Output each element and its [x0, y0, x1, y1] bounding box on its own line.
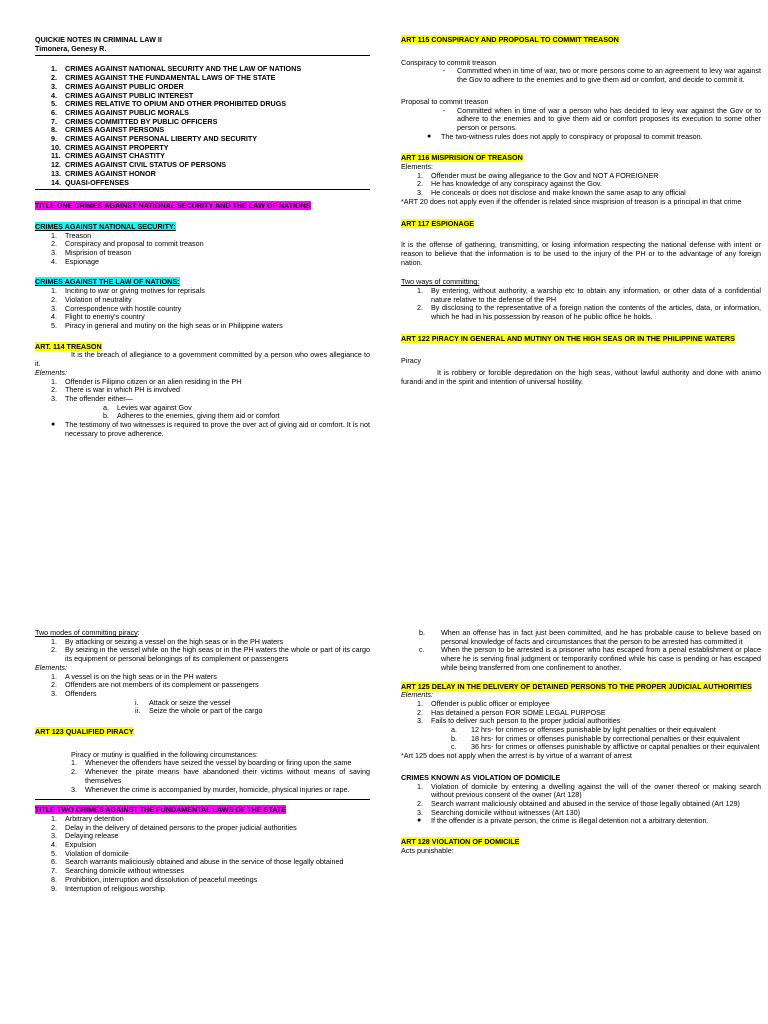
list-item: 2. He has knowledge of any conspiracy against the Gov.	[417, 179, 602, 189]
list-item: 3. The offender either—	[51, 393, 133, 403]
list-item: 3. Correspondence with hostile country	[51, 303, 182, 313]
list-item: 7. CRIMES COMMITTED BY PUBLIC OFFICERS	[51, 116, 218, 126]
domicile-heading: CRIMES KNOWN AS VIOLATION OF DOMICILE	[401, 772, 561, 782]
list-item: 1. Violation of domicile by entering a dwelling against the will of the owner thereof or making search without previous consent of the owner (Art 128)	[417, 781, 761, 800]
list-item: b. Adheres to the enemies, giving them aid or comfort	[103, 411, 280, 421]
list-item: 5. CRIMES RELATIVE TO OPIUM AND OTHER PROHIBITED DRUGS	[51, 99, 287, 109]
art123-heading: ART 123 QUALIFIED PIRACY	[35, 727, 134, 737]
list-item: 1. Offender is public officer or employee	[417, 698, 550, 708]
list-item: 1. By entering, without authority, a warship etc to obtain any information, or other data of a confidential nature relative to the defense of the PH	[417, 286, 761, 304]
list-item: ● If the offender is a private person, the crime is illegal detention not a arbitrary detention.	[417, 816, 709, 826]
list-item: 7. Searching domicile without witnesses	[51, 866, 185, 876]
page2-right-column	[401, 629, 761, 855]
page2-left-column	[35, 629, 370, 893]
list-item: 8. Prohibition, interruption and dissolution of peaceful meetings	[51, 874, 258, 884]
list-item: 2. CRIMES AGAINST THE FUNDAMENTAL LAWS OF THE STATE	[51, 73, 276, 83]
list-item: ● The testimony of two witnesses is required to prove the over act of giving aid or comfort. It is not necessary to prove adherence.	[51, 420, 370, 438]
toc-list	[35, 65, 370, 187]
art117-heading: ART 117 ESPIONAGE	[401, 218, 475, 228]
art114-elements-label: Elements:	[35, 367, 67, 377]
list-item: 2. Has detained a person FOR SOME LEGAL PURPOSE	[417, 707, 606, 717]
list-item: 13. CRIMES AGAINST HONOR	[51, 168, 156, 178]
piracy-definition: It is robbery or forcible depredation on the high seas, without lawful authority and done with animo furandi and in the spirit and intention of universal hostility.	[401, 368, 761, 386]
header-divider	[35, 55, 370, 56]
list-item: 4. Flight to enemy's country	[51, 312, 145, 322]
list-item: 12. CRIMES AGAINST CIVIL STATUS OF PERSONS	[51, 160, 227, 170]
list-item: 6. CRIMES AGAINST PUBLIC MORALS	[51, 107, 189, 117]
list-item: b. When an offense has in fact just been committed, and he has probable cause to believe based on personal knowledge of facts and circumstances that the person to be arrested has committed it	[419, 628, 761, 646]
list-item: 2. Whenever the pirate means have abandoned their victims without means of saving themselves	[71, 767, 370, 785]
list-item: 1. CRIMES AGAINST NATIONAL SECURITY AND THE LAW OF NATIONS	[51, 64, 302, 74]
proposal-label: Proposal to commit treason	[401, 96, 489, 106]
list-item: 1. Arbitrary detention	[51, 813, 124, 823]
ways-label: Two ways of committing:	[401, 277, 480, 287]
modes-label: Two modes of committing piracy:	[35, 628, 140, 637]
list-item: 2. By disclosing to the representative of a foreign nation the contents of the articles, data, or information, which he had in his possession by reason of he public office he holds.	[417, 303, 761, 322]
list-item: - Committed when in time of war, two or more persons come to an agreement to levy war against the Gov to adhere to the enemies and to give them aid or comfort, and decide to commit it.	[442, 66, 761, 85]
list-item: 2. There is war in which PH is involved	[51, 385, 181, 395]
list-item: 1. Whenever the offenders have seized the vessel by boarding or firing upon the same	[71, 758, 352, 768]
list-item: 5. Piracy in general and mutiny on the high seas or in Philippine waters	[51, 320, 283, 330]
page1-left-column	[35, 36, 370, 438]
list-item: 6. Search warrants maliciously obtained and abuse in the service of those legally obtained	[51, 857, 344, 867]
list-item: 9. Interruption of religious worship	[51, 883, 165, 893]
list-item: 3. Offenders	[51, 688, 97, 698]
doc-author: Timonera, Genesy R.	[35, 43, 107, 53]
list-item: 2. Offenders are not members of its complement or passengers	[51, 680, 259, 690]
list-item: 3. Delaying release	[51, 831, 119, 841]
list-item: 1. By attacking or seizing a vessel on the high seas or in the PH waters	[51, 636, 284, 646]
law-of-nations-heading: CRIMES AGAINST THE LAW OF NATIONS:	[35, 277, 180, 287]
list-item: 4. CRIMES AGAINST PUBLIC INTEREST	[51, 90, 194, 100]
toc-divider	[35, 189, 370, 190]
list-item: 5. Violation of domicile	[51, 848, 129, 858]
list-item: 2. Conspiracy and proposal to commit treason	[51, 239, 204, 249]
acts-punishable-label: Acts punishable:	[401, 845, 454, 855]
art115-heading: ART 115 CONSPIRACY AND PROPOSAL TO COMMIT TREASON	[401, 35, 619, 44]
list-item: 4. Expulsion	[51, 840, 97, 850]
art125-note: *Art 125 does not apply when the arrest is by virtue of a warrant of arrest	[401, 751, 632, 761]
p2-elements-label: Elements:	[35, 662, 67, 672]
list-item: b. 18 hrs- for crimes or offenses punishable by correctional penalties or their equivalent	[451, 733, 740, 743]
art123-intro: Piracy or mutiny is qualified in the following circumstances:	[71, 749, 258, 759]
art125-heading: ART 125 DELAY IN THE DELIVERY OF DETAINED PERSONS TO THE PROPER JUDICIAL AUTHORITIES	[401, 681, 752, 691]
art117-definition: It is the offense of gathering, transmitting, or losing information respecting the national defense with intent or reason to believe that the information is to be used to the injury of the PH or to the advantage of any foreign nation.	[401, 240, 761, 267]
list-item: 2. Search warrant maliciously obtained and abused in the service of those legally obtained (Art 129)	[417, 798, 740, 808]
section-divider	[35, 799, 370, 800]
list-item: 1. Treason	[51, 230, 92, 240]
list-item: 2. Violation of neutrality	[51, 294, 132, 304]
list-item: 11. CRIMES AGAINST CHASTITY	[51, 151, 165, 161]
list-item: 3. Fails to deliver such person to the proper judicial authorities	[417, 716, 621, 726]
ln-list	[35, 287, 370, 331]
list-item: 2. Delay in the delivery of detained persons to the proper judicial authorities	[51, 822, 297, 832]
art116-note: *ART 20 does not apply even if the offender is related since misprision of treason is a principal in that crime	[401, 196, 742, 206]
list-item: 1. A vessel is on the high seas or in the PH waters	[51, 671, 217, 681]
piracy-label: Piracy	[401, 355, 421, 365]
list-item: 4. Espionage	[51, 256, 99, 266]
art114-heading: ART. 114 TREASON	[35, 341, 102, 351]
ns-list	[35, 232, 370, 267]
list-item: ii. Seize the whole or part of the cargo	[135, 706, 263, 716]
art128-heading: ART 128 VIOLATION OF DOMICILE	[401, 837, 520, 847]
title-two-heading: TITLE TWO CRIMES AGAINST THE FUNDAMENTAL LAWS OF THE STATE	[35, 805, 287, 815]
art114-definition: It is the breach of allegiance to a government committed by a person who owes allegiance to it.	[35, 350, 370, 369]
list-item: ● The two-witness rules does not apply to conspiracy or proposal to commit treason.	[427, 131, 703, 141]
list-item: 1. Offender must be owing allegiance to the Gov and NOT A FOREIGNER	[417, 170, 659, 180]
list-item: a. Levies war against Gov	[103, 402, 192, 412]
art116-elements-label: Elements:	[401, 162, 433, 172]
list-item: 3. Whenever the crime is accompanied by murder, homicide, physical injuries or rape.	[71, 784, 350, 794]
art116-heading: ART 116 MISPRISION OF TREASON	[401, 153, 523, 163]
page-2	[0, 512, 768, 1024]
list-item: i. Attack or seize the vessel	[135, 697, 231, 707]
list-item: c. When the person to be arrested is a prisoner who has escaped from a penal establishment or place where he is serving final judgment or temporarily confined while his case is pending or has escaped while being transferred from one confinement to another.	[419, 645, 761, 672]
list-item: 3. CRIMES AGAINST PUBLIC ORDER	[51, 81, 184, 91]
list-item: 3. He conceals or does not disclose and make known the same asap to any official	[417, 188, 686, 198]
list-item: 14. QUASI-OFFENSES	[51, 177, 129, 187]
title-one-heading: TITLE ONE CRIMES AGAINST NATIONAL SECURITY AND THE LAW OF NATIONS	[35, 201, 311, 211]
doc-title: QUICKIE NOTES IN CRIMINAL LAW II	[35, 35, 162, 44]
list-item: 3. Searching domicile without witnesses (Art 130)	[417, 807, 581, 817]
list-item: 10. CRIMES AGAINST PROPERTY	[51, 142, 169, 152]
national-security-heading: CRIMES AGAINST NATIONAL SECURITY:	[35, 221, 176, 231]
list-item: 3. Misprision of treason	[51, 248, 132, 258]
conspiracy-label: Conspiracy to commit treason	[401, 57, 497, 67]
art122-heading: ART 122 PIRACY IN GENERAL AND MUTINY ON THE HIGH SEAS OR IN THE PHILIPPINE WATERS	[401, 333, 735, 343]
list-item: a. 12 hrs- for crimes or offenses punishable by light penalties or their equivalent	[451, 725, 716, 735]
art125-elements-label: Elements:	[401, 690, 433, 700]
list-item: - Committed when in time of war a person who has decided to levy war against the Gov or to adhere to the enemies and to give them aid or comfort proposes its execution to some other person or persons.	[442, 105, 761, 132]
page1-right-column	[401, 36, 761, 387]
list-item: 2. By seizing in the vessel while on the high seas or in the PH waters the whole or part of its cargo its equipment or personal belongings of its complement or passengers	[51, 645, 370, 664]
list-item: 1. Inciting to war or giving motives for reprisals	[51, 286, 205, 296]
list-item: 1. Offender is Filipino citizen or an alien residing in the PH	[51, 376, 242, 386]
list-item: 9. CRIMES AGAINST PERSONAL LIBERTY AND SECURITY	[51, 134, 258, 144]
list-item: 8. CRIMES AGAINST PERSONS	[51, 125, 165, 135]
list-item: c. 36 hrs- for crimes or offenses punishable by afflictive or capital penalties or their equivalent	[451, 742, 760, 752]
